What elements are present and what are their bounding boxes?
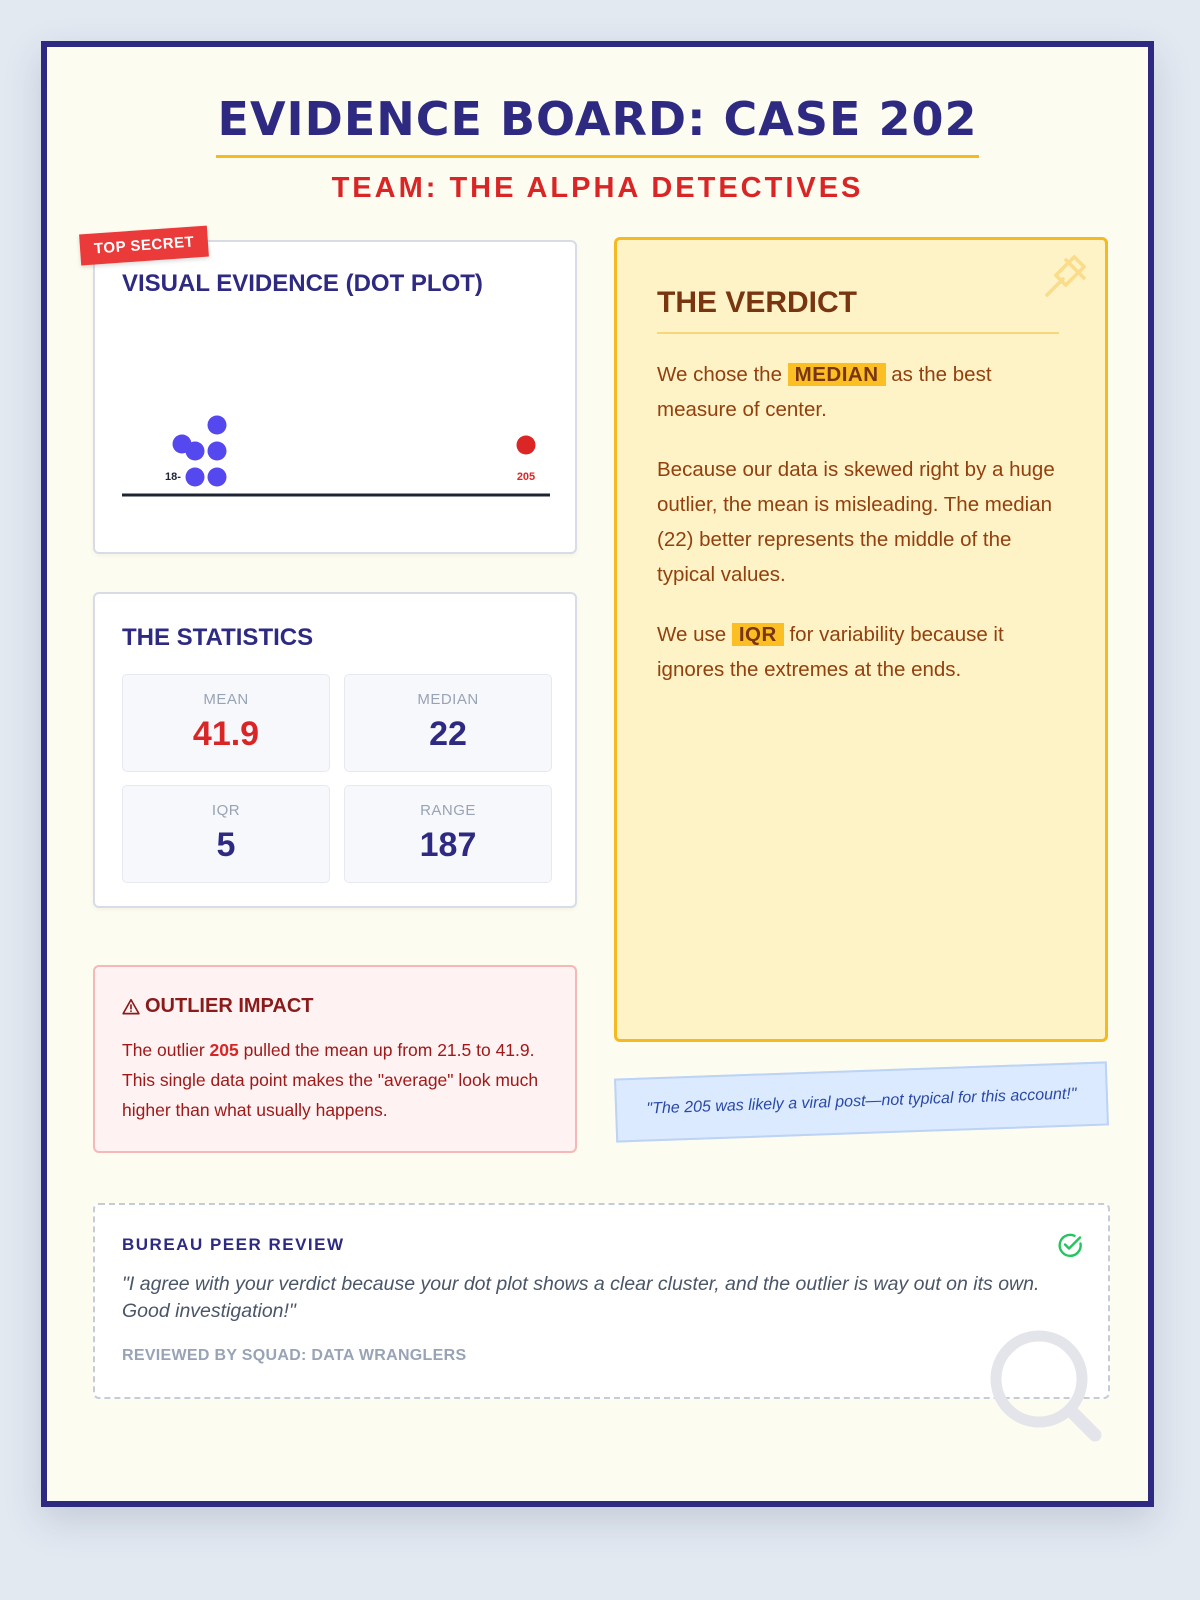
verdict-card: [614, 237, 1108, 1042]
stat-label: MEDIAN: [417, 691, 479, 708]
stat-median: [344, 674, 552, 772]
stat-label: MEAN: [203, 691, 249, 708]
statistics-card: [93, 592, 577, 908]
magnifying-glass-icon: [989, 1329, 1109, 1449]
peer-review-label: BUREAU PEER REVIEW: [122, 1235, 345, 1254]
tick-label-outlier: 205: [516, 471, 536, 483]
tick-label-cluster: 18-: [165, 471, 181, 483]
stat-iqr: [122, 785, 330, 883]
peer-review-card: [93, 1203, 1110, 1399]
stat-mean: [122, 674, 330, 772]
stat-value: 187: [419, 826, 477, 864]
dot-plot-title: VISUAL EVIDENCE (DOT PLOT): [122, 270, 483, 297]
dot-plot: [95, 242, 575, 552]
dot-plot-card: [93, 240, 577, 554]
verdict-title: THE VERDICT: [657, 286, 1059, 334]
stat-value: 41.9: [192, 715, 260, 753]
outlier-impact-card: [93, 965, 577, 1153]
peer-review-quote: "I agree with your verdict because your dot plot shows a clear cluster, and the outlier is way out on its own. Good investigation!": [122, 1273, 1040, 1322]
verdict-paragraph-1: We chose the MEDIAN as the best measure of center.: [657, 363, 992, 421]
statistics-title: THE STATISTICS: [122, 624, 314, 651]
top-secret-stamp: TOP SECRET: [79, 226, 209, 266]
stat-range: [344, 785, 552, 883]
data-point-outlier: [517, 436, 536, 455]
team-name: TEAM: THE ALPHA DETECTIVES: [331, 172, 864, 204]
stat-label: IQR: [211, 802, 241, 819]
stat-value: 22: [429, 715, 467, 753]
data-point: [208, 442, 227, 461]
stat-label: RANGE: [420, 802, 476, 819]
outlier-impact-title: OUTLIER IMPACT: [145, 995, 314, 1017]
verdict-paragraph-2: Because our data is skewed right by a huge outlier, the mean is misleading. The median (22) better represents the middle of the typical values.: [657, 458, 1055, 586]
verdict-paragraph-3: We use IQR for variability because it ignores the extremes at the ends.: [657, 623, 1004, 681]
page-title: EVIDENCE BOARD: CASE 202: [47, 91, 1148, 158]
data-point: [186, 468, 205, 487]
median-highlight: MEDIAN: [788, 363, 886, 386]
outlier-value: 205: [209, 1040, 239, 1060]
reviewer-credit: REVIEWED BY SQUAD: DATA WRANGLERS: [122, 1347, 467, 1364]
data-point: [186, 442, 205, 461]
outlier-impact-heading: [122, 995, 314, 1018]
outlier-impact-text: The outlier 205 pulled the mean up from 21.5 to 41.9. This single data point makes the "average" look much higher than what usually happens.: [122, 1040, 539, 1120]
stat-value: 5: [216, 826, 236, 864]
iqr-highlight: IQR: [732, 623, 784, 646]
sticky-note: "The 205 was likely a viral post—not typical for this account!": [614, 1061, 1109, 1142]
warning-icon: [122, 998, 140, 1015]
check-circle-icon: [1056, 1231, 1084, 1259]
data-point: [208, 416, 227, 435]
evidence-board: [41, 41, 1154, 1507]
data-point: [208, 468, 227, 487]
